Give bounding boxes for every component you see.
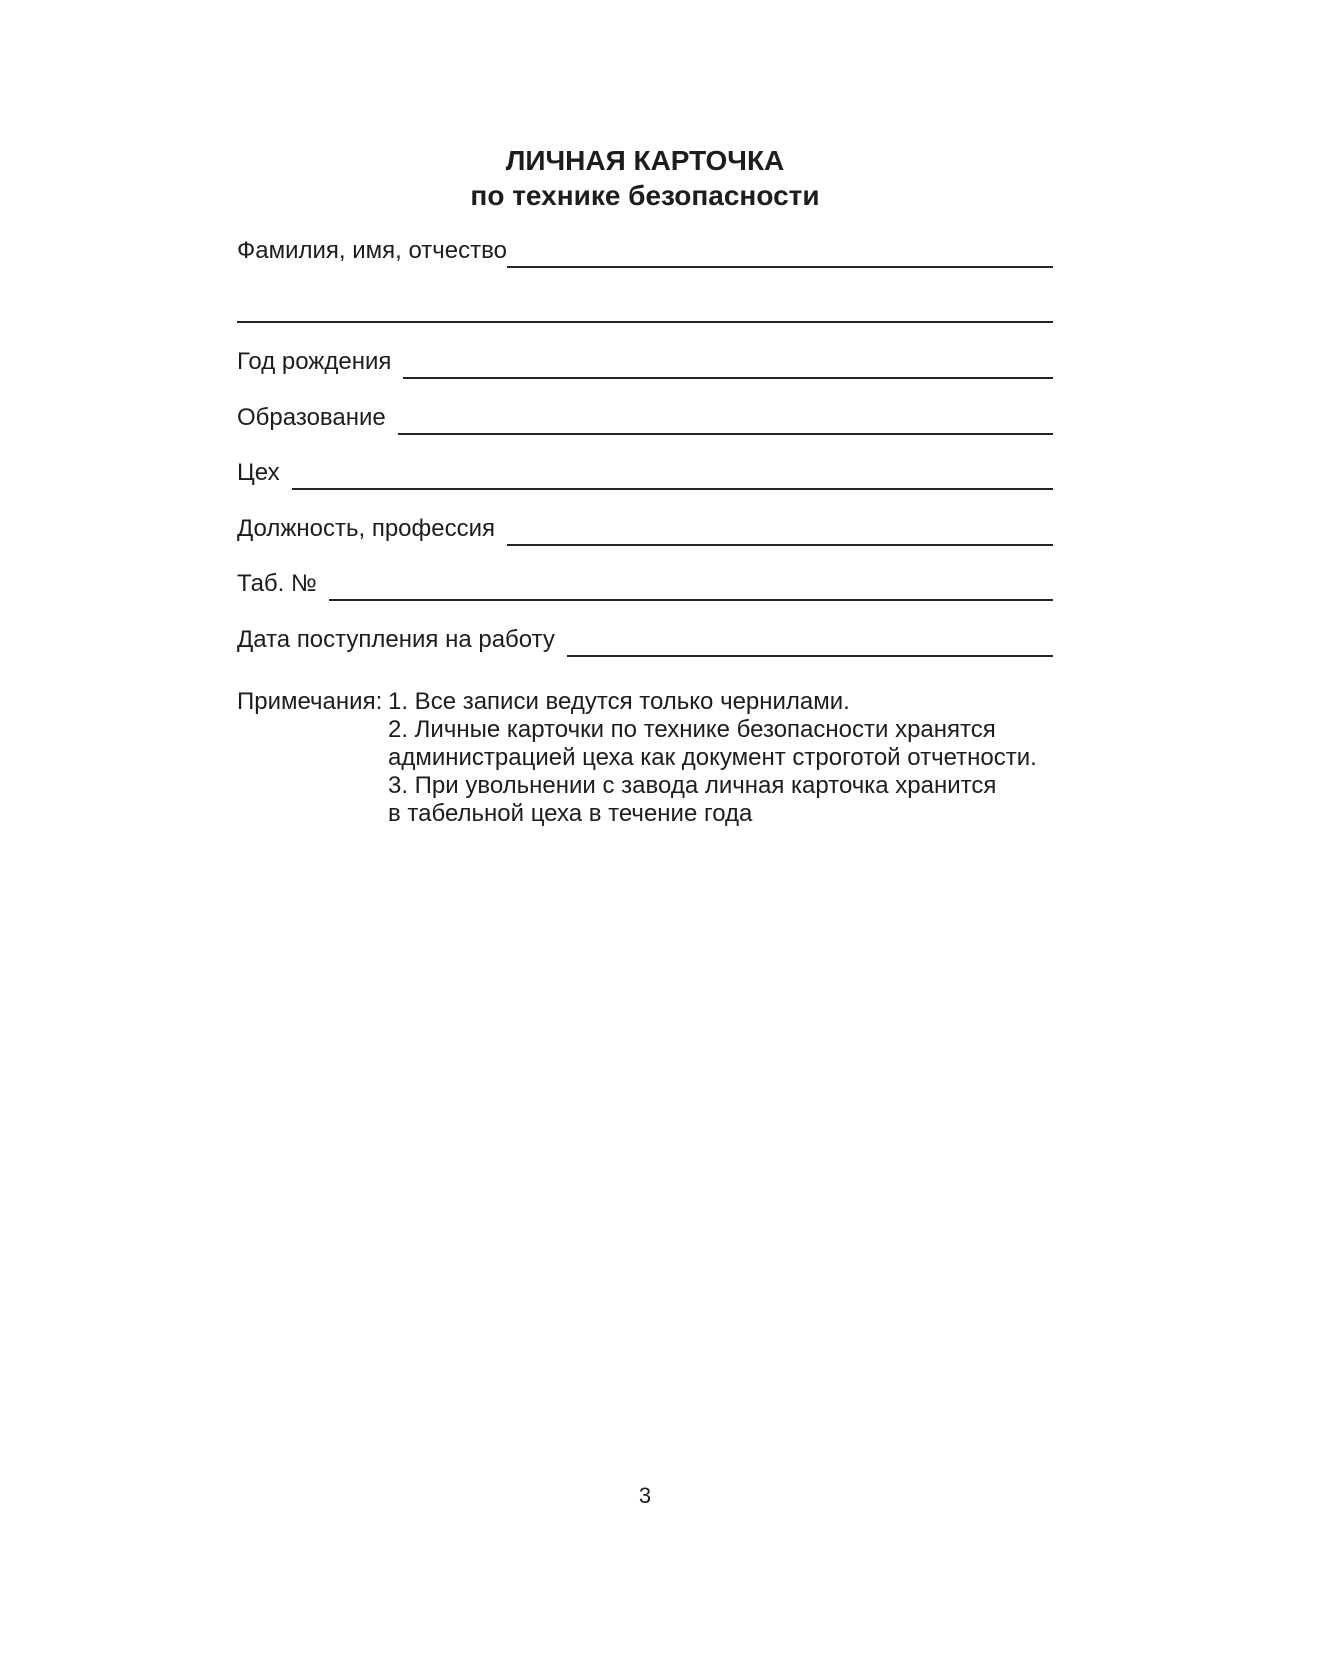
- field-label-position-profession: Должность, профессия: [237, 515, 496, 542]
- field-row-workshop: [237, 450, 1053, 490]
- field-blank-line-tab-number: [329, 559, 1053, 601]
- field-blank-line-continuation: [237, 281, 1053, 323]
- field-row-surname: [237, 228, 1053, 268]
- field-blank-line-surname: [507, 226, 1053, 268]
- field-blank-line-education: [398, 393, 1053, 435]
- note-line-5: в табельной цеха в течение года: [388, 800, 753, 827]
- note-line-4: 3. При увольнении с завода личная карточка хранится: [388, 772, 997, 799]
- field-row-birth-year: [237, 339, 1053, 379]
- title-line-1: ЛИЧНАЯ КАРТОЧКА: [505, 145, 785, 176]
- field-row-surname-continuation: [237, 283, 1053, 323]
- field-blank-line-position-profession: [507, 504, 1053, 546]
- notes-block: [237, 688, 1061, 828]
- page-number: 3: [638, 1483, 652, 1508]
- document-title: [237, 143, 1053, 213]
- field-label-birth-year: Год рождения: [237, 348, 392, 375]
- note-line-2: 2. Личные карточки по технике безопасности хранятся: [388, 716, 996, 743]
- field-label-education: Образование: [237, 404, 386, 431]
- field-label-surname: Фамилия, имя, отчество: [237, 237, 507, 264]
- field-label-hire-date: Дата поступления на работу: [237, 626, 555, 653]
- field-label-workshop: Цех: [237, 459, 280, 486]
- field-blank-line-workshop: [292, 448, 1053, 490]
- title-line-2: по технике безопасности: [470, 180, 820, 211]
- notes-label: Примечания:: [237, 688, 383, 715]
- field-label-tab-number: Таб. №: [237, 570, 317, 597]
- field-row-education: [237, 395, 1053, 435]
- field-blank-line-hire-date: [567, 615, 1053, 657]
- field-row-tab-number: [237, 561, 1053, 601]
- field-row-hire-date: [237, 617, 1053, 657]
- field-blank-line-birth-year: [403, 337, 1053, 379]
- note-line-1: 1. Все записи ведутся только чернилами.: [388, 688, 850, 715]
- notes-content: [388, 688, 1061, 828]
- note-line-3: администрацией цеха как документ строготой отчетности.: [388, 744, 1037, 771]
- field-row-position-profession: [237, 506, 1053, 546]
